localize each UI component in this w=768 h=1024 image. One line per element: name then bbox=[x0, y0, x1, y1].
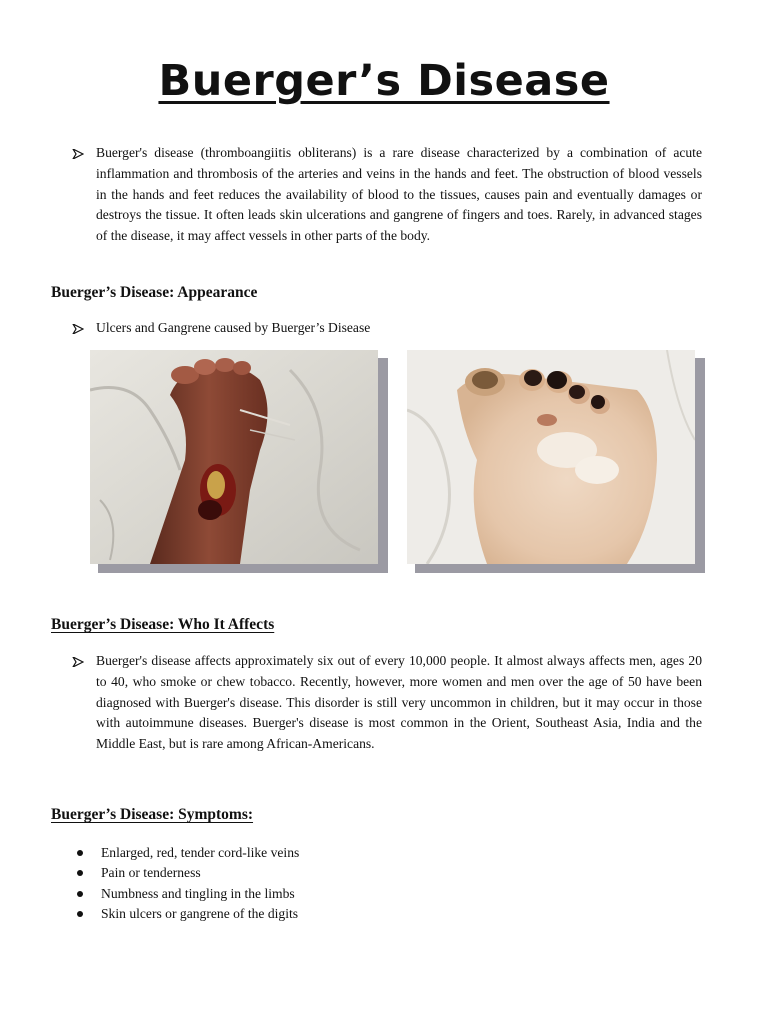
arrow-bullet-icon bbox=[72, 318, 96, 334]
gangrene-foot-photo bbox=[407, 350, 707, 575]
arrow-bullet-icon bbox=[72, 651, 96, 667]
intro-bullet bbox=[72, 143, 702, 247]
bullet-dot-icon bbox=[77, 850, 83, 856]
ulcer-leg-photo bbox=[90, 350, 390, 575]
bullet-dot-icon bbox=[77, 911, 83, 917]
who-paragraph: Buerger's disease affects approximately six out of every 10,000 people. It almost always affects men, ages 20 to 40, who smoke or chew tobacco. Recently, however, more women and men over the age of 50 have been diagnosed with Buerger's disease. This disorder is still very uncommon in children, but it may occur in those with autoimmune diseases. Buerger's disease is most common in the Orient, Southeast Asia, India and the Middle East, but is rare among African-Americans. bbox=[96, 653, 702, 752]
symptom-text: Enlarged, red, tender cord-like veins bbox=[101, 845, 300, 861]
symptom-text: Skin ulcers or gangrene of the digits bbox=[101, 906, 299, 922]
symptom-text: Numbness and tingling in the limbs bbox=[101, 885, 295, 901]
bullet-dot-icon bbox=[77, 870, 83, 876]
list-item bbox=[72, 863, 472, 883]
page-title: Buerger’s Disease bbox=[158, 56, 610, 106]
appearance-caption: Ulcers and Gangrene caused by Buerger’s Disease bbox=[96, 320, 371, 335]
list-item bbox=[72, 884, 472, 904]
symptoms-heading: Buerger’s Disease: Symptoms: bbox=[51, 806, 254, 823]
intro-paragraph: Buerger's disease (thromboangiitis obliterans) is a rare disease characterized by a combination of acute inflammation and thrombosis of the arteries and veins in the hands and feet. The obstruction of blood vessels in the hands and feet reduces the availability of blood to the tissues, causes pain and eventually damages or destroys the tissue. It often leads skin ulcerations and gangrene of fingers and toes. Rarely, in advanced stages of the disease, it may affect vessels in other parts of the body. bbox=[96, 145, 702, 244]
list-item bbox=[72, 904, 472, 924]
symptoms-list bbox=[72, 843, 472, 924]
who-bullet bbox=[72, 651, 702, 755]
appearance-heading: Buerger’s Disease: Appearance bbox=[51, 284, 258, 301]
who-heading: Buerger’s Disease: Who It Affects bbox=[51, 616, 275, 633]
appearance-bullet bbox=[72, 318, 702, 339]
bullet-dot-icon bbox=[77, 891, 83, 897]
symptom-text: Pain or tenderness bbox=[101, 865, 201, 881]
list-item bbox=[72, 843, 472, 863]
arrow-bullet-icon bbox=[72, 143, 96, 159]
